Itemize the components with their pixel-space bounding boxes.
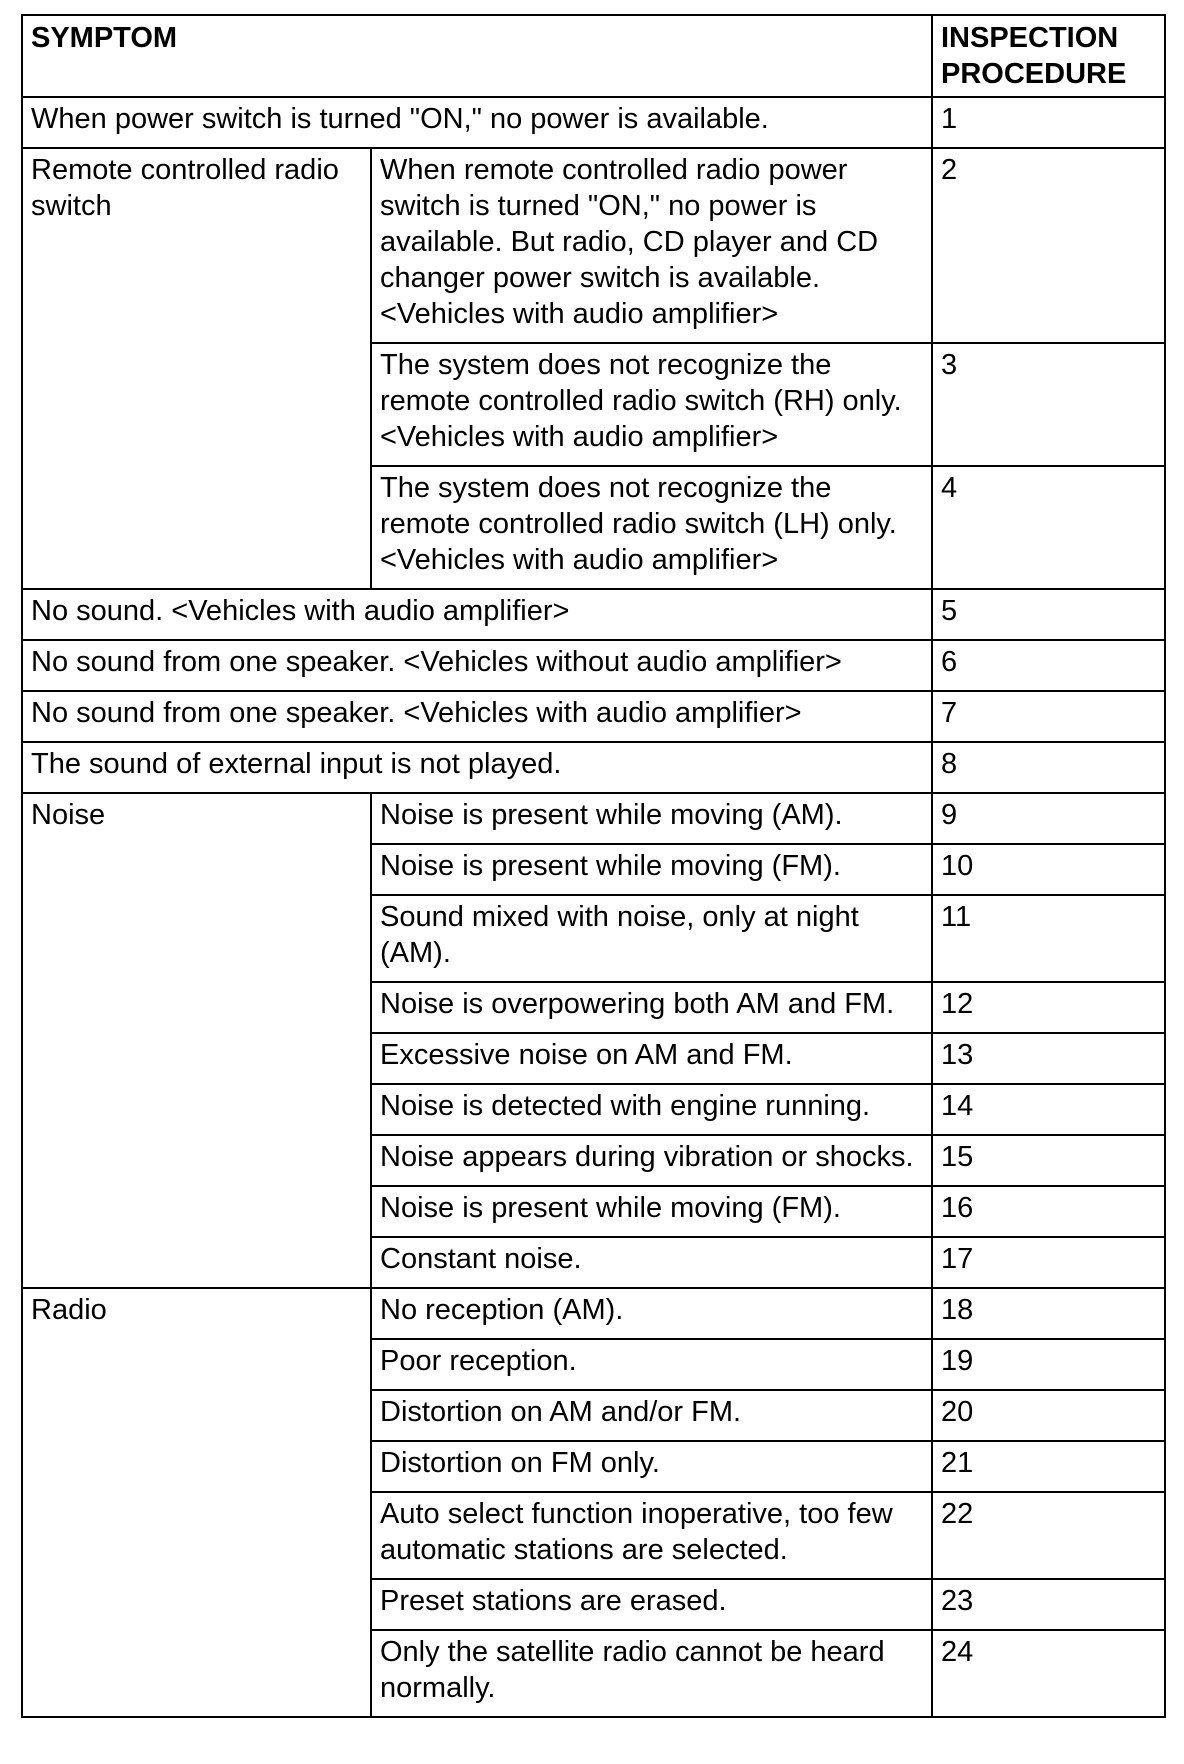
table-row bbox=[22, 793, 1165, 844]
procedure-cell: 8 bbox=[932, 742, 1165, 793]
procedure-cell: 16 bbox=[932, 1186, 1165, 1237]
symptom-header: SYMPTOM bbox=[22, 15, 932, 97]
procedure-cell: 19 bbox=[932, 1339, 1165, 1390]
procedure-cell: 13 bbox=[932, 1033, 1165, 1084]
detail-cell: Noise is detected with engine running. bbox=[371, 1084, 932, 1135]
detail-cell: Preset stations are erased. bbox=[371, 1579, 932, 1630]
detail-cell: Constant noise. bbox=[371, 1237, 932, 1288]
inspection-header-line2: PROCEDURE bbox=[941, 58, 1127, 90]
detail-cell: Distortion on AM and/or FM. bbox=[371, 1390, 932, 1441]
procedure-cell: 23 bbox=[932, 1579, 1165, 1630]
detail-cell: Auto select function inoperative, too few automatic stations are selected. bbox=[371, 1492, 932, 1579]
symptom-cell: No sound from one speaker. <Vehicles without audio amplifier> bbox=[22, 640, 932, 691]
procedure-cell: 20 bbox=[932, 1390, 1165, 1441]
procedure-cell: 22 bbox=[932, 1492, 1165, 1579]
procedure-cell: 15 bbox=[932, 1135, 1165, 1186]
procedure-cell: 10 bbox=[932, 844, 1165, 895]
procedure-cell: 3 bbox=[932, 343, 1165, 466]
procedure-cell: 9 bbox=[932, 793, 1165, 844]
detail-cell: When remote controlled radio power switch is turned "ON," no power is available. But radio, CD player and CD changer power switch is available. <Vehicles with audio amplifier> bbox=[371, 148, 932, 343]
group-remote-controlled-radio-switch: Remote controlled radio switch bbox=[22, 148, 371, 589]
inspection-procedure-header bbox=[932, 15, 1165, 97]
group-noise: Noise bbox=[22, 793, 371, 1288]
procedure-cell: 11 bbox=[932, 895, 1165, 982]
table-row bbox=[22, 640, 1165, 691]
detail-cell: Noise is present while moving (AM). bbox=[371, 793, 932, 844]
detail-cell: Excessive noise on AM and FM. bbox=[371, 1033, 932, 1084]
detail-cell: Only the satellite radio cannot be heard normally. bbox=[371, 1630, 932, 1717]
table-row bbox=[22, 691, 1165, 742]
table-row bbox=[22, 148, 1165, 343]
procedure-cell: 18 bbox=[932, 1288, 1165, 1339]
symptom-cell: When power switch is turned "ON," no power is available. bbox=[22, 97, 932, 148]
table-row bbox=[22, 1288, 1165, 1339]
table-row bbox=[22, 97, 1165, 148]
detail-cell: Noise is present while moving (FM). bbox=[371, 1186, 932, 1237]
table-row bbox=[22, 742, 1165, 793]
detail-cell: The system does not recognize the remote controlled radio switch (LH) only. <Vehicles with audio amplifier> bbox=[371, 466, 932, 589]
procedure-cell: 7 bbox=[932, 691, 1165, 742]
procedure-cell: 24 bbox=[932, 1630, 1165, 1717]
symptom-cell: No sound. <Vehicles with audio amplifier> bbox=[22, 589, 932, 640]
procedure-cell: 12 bbox=[932, 982, 1165, 1033]
group-radio: Radio bbox=[22, 1288, 371, 1717]
procedure-cell: 1 bbox=[932, 97, 1165, 148]
detail-cell: Distortion on FM only. bbox=[371, 1441, 932, 1492]
procedure-cell: 21 bbox=[932, 1441, 1165, 1492]
symptom-cell: No sound from one speaker. <Vehicles with audio amplifier> bbox=[22, 691, 932, 742]
inspection-header-line1: INSPECTION bbox=[941, 22, 1119, 54]
detail-cell: Noise is overpowering both AM and FM. bbox=[371, 982, 932, 1033]
detail-cell: No reception (AM). bbox=[371, 1288, 932, 1339]
detail-cell: Noise appears during vibration or shocks. bbox=[371, 1135, 932, 1186]
procedure-cell: 6 bbox=[932, 640, 1165, 691]
detail-cell: Poor reception. bbox=[371, 1339, 932, 1390]
procedure-cell: 17 bbox=[932, 1237, 1165, 1288]
detail-cell: The system does not recognize the remote controlled radio switch (RH) only. <Vehicles with audio amplifier> bbox=[371, 343, 932, 466]
header-row bbox=[22, 15, 1165, 97]
detail-cell: Noise is present while moving (FM). bbox=[371, 844, 932, 895]
table-row bbox=[22, 589, 1165, 640]
procedure-cell: 5 bbox=[932, 589, 1165, 640]
detail-cell: Sound mixed with noise, only at night (AM). bbox=[371, 895, 932, 982]
procedure-cell: 14 bbox=[932, 1084, 1165, 1135]
procedure-cell: 2 bbox=[932, 148, 1165, 343]
procedure-cell: 4 bbox=[932, 466, 1165, 589]
symptom-table bbox=[21, 14, 1166, 1718]
symptom-cell: The sound of external input is not played. bbox=[22, 742, 932, 793]
